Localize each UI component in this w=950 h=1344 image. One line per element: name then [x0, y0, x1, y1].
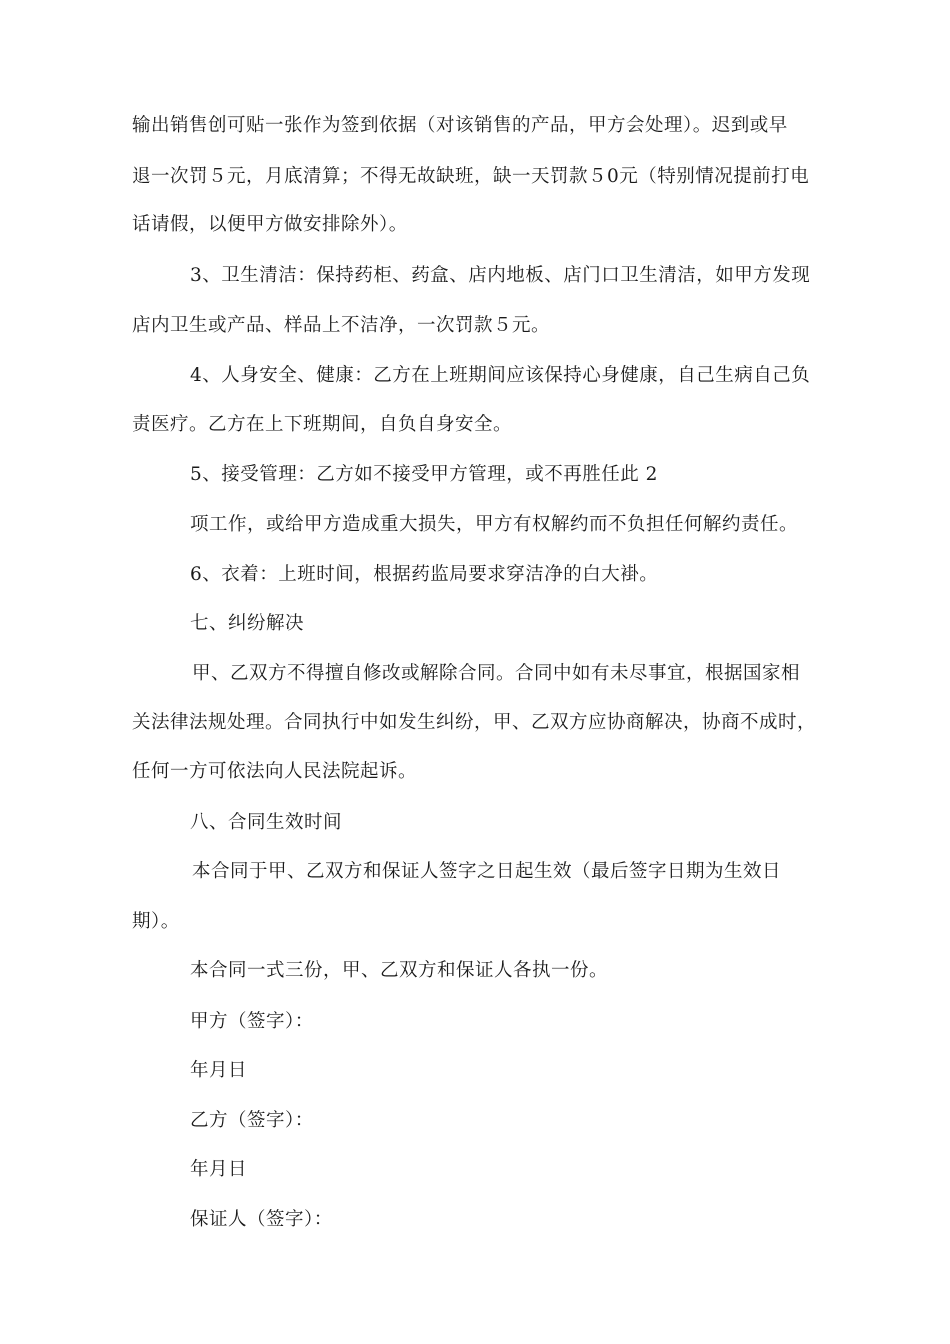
paragraph-line: 3、卫生清洁：保持药柜、药盒、店内地板、店门口卫生清洁，如甲方发现 — [190, 265, 811, 286]
date-label: 年月日 — [190, 1060, 248, 1081]
paragraph-line: 4、人身安全、健康：乙方在上班期间应该保持心身健康，自己生病自己负 — [190, 365, 811, 386]
section-heading: 八、合同生效时间 — [190, 812, 343, 833]
paragraph-line: 输出销售创可贴一张作为签到依据（对该销售的产品，甲方会处理）。迟到或早 — [132, 115, 788, 136]
paragraph-line: 甲、乙双方不得擅自修改或解除合同。合同中如有未尽事宜，根据国家相 — [192, 663, 801, 684]
signature-label: 乙方（签字）： — [190, 1110, 314, 1131]
paragraph-line: 退一次罚５元，月底清算；不得无故缺班，缺一天罚款５0元（特别情况提前打电 — [132, 166, 810, 187]
signature-label: 甲方（签字）： — [190, 1011, 314, 1032]
paragraph-line: 项工作，或给甲方造成重大损失，甲方有权解约而不负担任何解约责任。 — [190, 514, 799, 535]
signature-label: 保证人（签字）： — [190, 1209, 333, 1230]
section-heading: 七、纠纷解决 — [190, 613, 305, 634]
paragraph-line: 任何一方可依法向人民法院起诉。 — [132, 761, 418, 782]
date-label: 年月日 — [190, 1159, 248, 1180]
paragraph-line: 话请假，以便甲方做安排除外）。 — [132, 214, 408, 235]
paragraph-line: 责医疗。乙方在上下班期间，自负自身安全。 — [132, 414, 513, 435]
paragraph-line: 5、接受管理：乙方如不接受甲方管理，或不再胜任此 2 — [190, 464, 658, 485]
paragraph-line: 6、衣着：上班时间，根据药监局要求穿洁净的白大褂。 — [190, 564, 659, 585]
paragraph-line: 本合同于甲、乙双方和保证人签字之日起生效（最后签字日期为生效日 — [192, 861, 782, 882]
paragraph-line: 期）。 — [132, 911, 180, 932]
paragraph-line: 本合同一式三份，甲、乙双方和保证人各执一份。 — [190, 960, 609, 981]
paragraph-line: 关法律法规处理。合同执行中如发生纠纷，甲、乙双方应协商解决，协商不成时， — [132, 712, 817, 733]
paragraph-line: 店内卫生或产品、样品上不洁净，一次罚款５元。 — [132, 315, 551, 336]
